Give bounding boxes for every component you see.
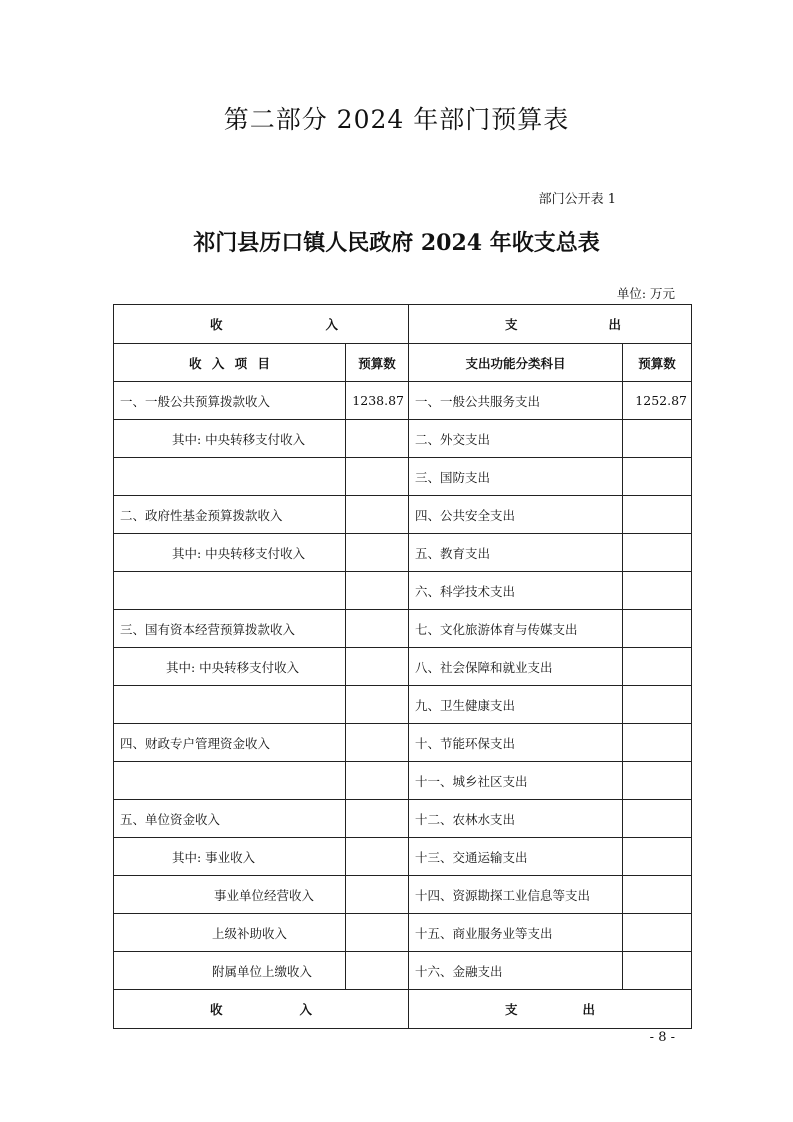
table-title: 祁门县历口镇人民政府 2024 年收支总表: [193, 230, 600, 256]
income-amount: [346, 762, 409, 800]
income-band-footer: [114, 990, 409, 1029]
expense-footer-char-1: 支: [505, 1002, 518, 1017]
income-item: 其中: 中央转移支付收入: [114, 420, 346, 458]
expense-amount: [623, 534, 692, 572]
expense-item: 十二、农林水支出: [409, 800, 623, 838]
expense-item: 十一、城乡社区支出: [409, 762, 623, 800]
income-amount: [346, 686, 409, 724]
expense-band-char-1: 支: [505, 317, 518, 332]
income-item: 事业单位经营收入: [114, 876, 346, 914]
income-item: 其中: 中央转移支付收入: [114, 648, 346, 686]
expense-amount: [623, 496, 692, 534]
income-item: 二、政府性基金预算拨款收入: [114, 496, 346, 534]
expense-item: 六、科学技术支出: [409, 572, 623, 610]
table-row: [114, 610, 692, 648]
income-item: 三、国有资本经营预算拨款收入: [114, 610, 346, 648]
income-band-char-2: 入: [325, 317, 338, 332]
table-row: [114, 686, 692, 724]
column-header-row: [114, 344, 692, 382]
expense-band-header: [409, 305, 692, 344]
expense-item: 九、卫生健康支出: [409, 686, 623, 724]
expense-item: 十三、交通运输支出: [409, 838, 623, 876]
table-row: [114, 420, 692, 458]
income-amount: [346, 914, 409, 952]
expense-amount: [623, 686, 692, 724]
income-amount: [346, 610, 409, 648]
income-amount: [346, 838, 409, 876]
income-item: [114, 762, 346, 800]
income-item: 其中: 事业收入: [114, 838, 346, 876]
income-footer-char-1: 收: [210, 1002, 223, 1017]
part-title: 第二部分 2024 年部门预算表: [223, 105, 570, 134]
expense-item: 十四、资源勘探工业信息等支出: [409, 876, 623, 914]
income-amount: 1238.87: [346, 382, 409, 420]
expense-amount: [623, 762, 692, 800]
unit-label: 单位: 万元: [616, 286, 675, 301]
expense-amount: [623, 876, 692, 914]
col-income-budget: 预算数: [346, 344, 409, 382]
expense-item: 二、外交支出: [409, 420, 623, 458]
expense-item: 十、节能环保支出: [409, 724, 623, 762]
expense-amount: [623, 724, 692, 762]
expense-item: 四、公共安全支出: [409, 496, 623, 534]
income-footer-char-2: 入: [299, 1002, 312, 1017]
income-amount: [346, 572, 409, 610]
table-row: [114, 648, 692, 686]
income-amount: [346, 724, 409, 762]
income-item: 一、一般公共预算拨款收入: [114, 382, 346, 420]
table-row: [114, 724, 692, 762]
income-amount: [346, 952, 409, 990]
expense-item: 一、一般公共服务支出: [409, 382, 623, 420]
expense-amount: [623, 914, 692, 952]
table-row: [114, 382, 692, 420]
table-band-footer: [114, 990, 692, 1029]
income-amount: [346, 800, 409, 838]
expense-amount: 1252.87: [623, 382, 692, 420]
expense-item: 七、文化旅游体育与传媒支出: [409, 610, 623, 648]
expense-amount: [623, 952, 692, 990]
table-row: [114, 838, 692, 876]
income-amount: [346, 420, 409, 458]
col-expense-budget: 预算数: [623, 344, 692, 382]
income-item: 五、单位资金收入: [114, 800, 346, 838]
expense-item: 八、社会保障和就业支出: [409, 648, 623, 686]
expense-item: 三、国防支出: [409, 458, 623, 496]
page-number: - 8 -: [649, 1030, 675, 1045]
expense-amount: [623, 610, 692, 648]
income-item: [114, 686, 346, 724]
table-row: [114, 914, 692, 952]
expense-amount: [623, 420, 692, 458]
expense-amount: [623, 838, 692, 876]
expense-footer-char-2: 出: [582, 1002, 595, 1017]
income-item: [114, 458, 346, 496]
expense-item: 五、教育支出: [409, 534, 623, 572]
table-row: [114, 762, 692, 800]
table-row: [114, 952, 692, 990]
table-row: [114, 876, 692, 914]
income-item: 四、财政专户管理资金收入: [114, 724, 346, 762]
expense-amount: [623, 458, 692, 496]
table-row: [114, 572, 692, 610]
income-item: 其中: 中央转移支付收入: [114, 534, 346, 572]
income-item: 附属单位上缴收入: [114, 952, 346, 990]
table-row: [114, 496, 692, 534]
table-number: 部门公开表 1: [538, 192, 616, 207]
table-row: [114, 534, 692, 572]
expense-amount: [623, 572, 692, 610]
income-band-char-1: 收: [210, 317, 223, 332]
income-amount: [346, 496, 409, 534]
income-amount: [346, 534, 409, 572]
budget-summary-table: [113, 304, 692, 1029]
col-income-item: 收 入 项 目: [114, 344, 346, 382]
expense-amount: [623, 648, 692, 686]
expense-item: 十五、商业服务业等支出: [409, 914, 623, 952]
expense-band-char-2: 出: [608, 317, 621, 332]
income-item: [114, 572, 346, 610]
expense-amount: [623, 800, 692, 838]
expense-item: 十六、金融支出: [409, 952, 623, 990]
table-band-header: [114, 305, 692, 344]
table-row: [114, 800, 692, 838]
income-band-header: [114, 305, 409, 344]
income-amount: [346, 876, 409, 914]
income-amount: [346, 648, 409, 686]
table-row: [114, 458, 692, 496]
income-amount: [346, 458, 409, 496]
col-expense-item: 支出功能分类科目: [409, 344, 623, 382]
income-item: 上级补助收入: [114, 914, 346, 952]
expense-band-footer: [409, 990, 692, 1029]
